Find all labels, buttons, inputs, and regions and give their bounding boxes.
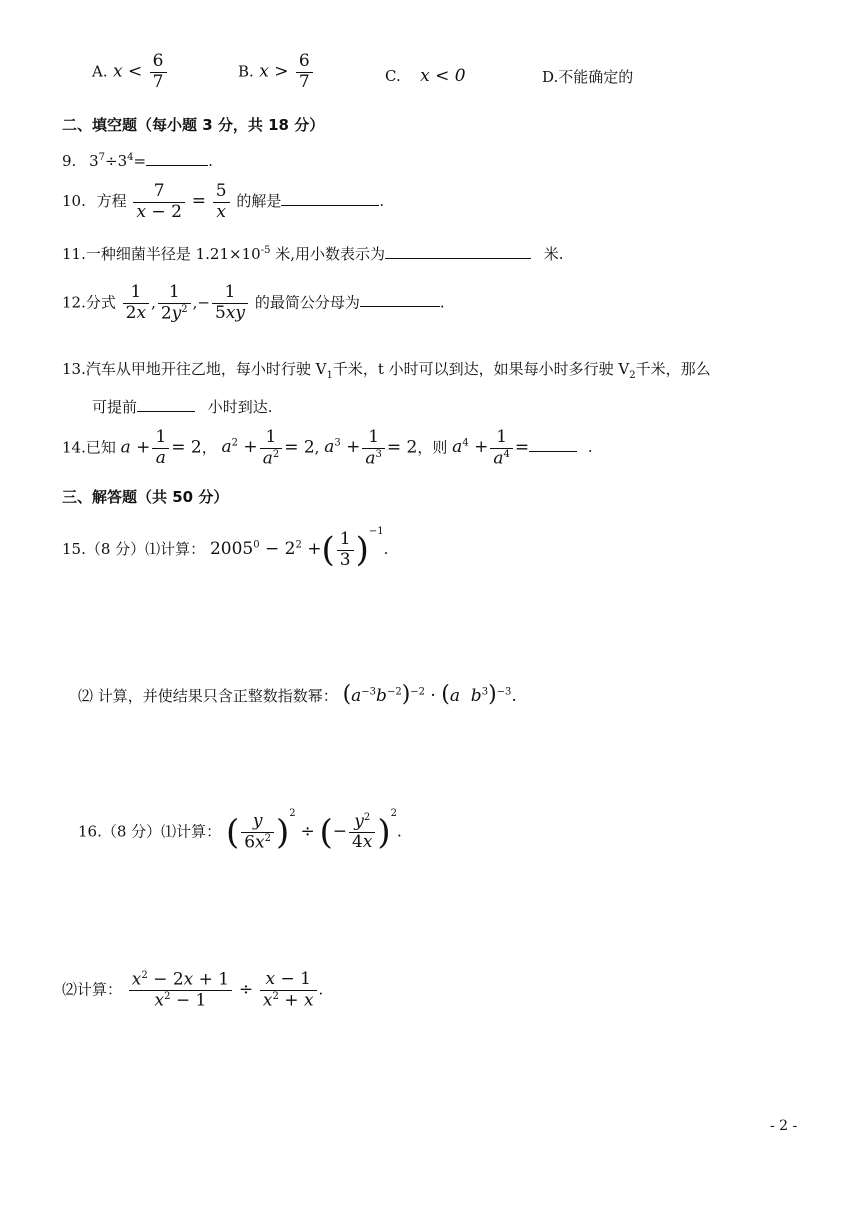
question-15-1: 15.（8 分）⑴计算： $2005^0 - 2^2$ +( $\frac{1}{3}$ )$^{-1}$. <box>62 526 389 571</box>
option-c-label: C. <box>385 67 401 85</box>
q12-suffix: . <box>439 293 445 312</box>
q16-sub2: ⑵计算： <box>62 980 123 999</box>
section3-title: 三、解答题（共 50 分） <box>62 488 229 506</box>
q14-then: ，则 <box>417 438 448 457</box>
q12-mid: 的最简公分母为 <box>254 293 360 312</box>
question-16-1: 16.（8 分）⑴计算： ( $\frac{y}{6x^2}$ )$^2$ ÷ (− $\frac{y^2}{4x}$ )$^2$. <box>78 808 402 853</box>
question-14: 14.已知 a + $\frac{1}{a}$ = 2， $a^2$ + $\frac{1}{a^2}$ = 2, $a^3$ + $\frac{1}{a^3}$ = 2，则 $a^4$ + $\frac{1}{a^4}$ = . <box>62 427 593 469</box>
q13-line1-c: 千米，那么 <box>635 360 711 378</box>
option-c <box>385 66 466 86</box>
q13-line2-b: 小时到达. <box>207 398 273 416</box>
q13-line1-b: 千米，t 小时可以到达，如果每小时多行驶 V <box>332 360 630 378</box>
question-16-2: ⑵计算： $\frac{x^2 - 2x + 1}{x^2 - 1}$ ÷ $\frac{x - 1}{x^2 + x}$ . <box>62 969 324 1011</box>
q11-suffix: 米. <box>543 245 564 263</box>
q11-mid: 米,用小数表示为 <box>275 245 385 263</box>
q15-head: 15.（8 分）⑴计算： <box>62 540 206 559</box>
q10-suffix: . <box>379 192 385 211</box>
q12-blank[interactable] <box>360 305 440 307</box>
q14-blank[interactable] <box>529 450 577 452</box>
question-10: 10. 方程 $\frac{7}{x - 2}$ = $\frac{5}{x}$ 的解是 . <box>62 181 385 222</box>
q11-exp: -5 <box>260 245 271 256</box>
option-d: D.不能确定的 <box>542 68 634 86</box>
q10-mid: 的解是 <box>236 192 282 211</box>
q9-num: 9. <box>62 152 77 170</box>
question-12: 12.分式 $\frac{1}{2x}$ , $\frac{1}{2y^2}$ ,− $\frac{1}{5xy}$ 的最简公分母为 . <box>62 282 445 324</box>
option-a: A. x < $\frac{6}{7}$ <box>92 52 169 92</box>
q10-num: 10. <box>62 192 86 211</box>
option-a-label: A. <box>92 62 108 81</box>
q10-blank[interactable] <box>281 204 379 206</box>
q10-prefix: 方程 <box>96 192 127 211</box>
q16-head: 16.（8 分）⑴计算： <box>78 822 222 841</box>
q12-prefix: 12.分式 <box>62 293 116 312</box>
option-c-expr: x < 0 <box>420 66 466 86</box>
option-b: B. x > $\frac{6}{7}$ <box>238 52 315 92</box>
question-11 <box>62 243 564 264</box>
q11-blank[interactable] <box>385 257 531 259</box>
q13-line2-a: 可提前 <box>92 398 138 416</box>
question-13-line2 <box>92 396 273 417</box>
question-9: 9. $3^7\div 3^4=$ . <box>62 152 213 170</box>
page-number: - 2 - <box>770 1118 798 1134</box>
q14-suffix: . <box>587 438 593 457</box>
q11-text: 11.一种细菌半径是 1.21×10 <box>62 245 261 263</box>
q9-blank[interactable] <box>146 164 208 166</box>
question-13-line1: 13.汽车从甲地开往乙地，每小时行驶 $V_1$千米，t 小时可以到达，如果每小时多行驶 $V_2$千米，那么 <box>62 360 711 381</box>
q13-blank[interactable] <box>137 410 195 412</box>
q14-prefix: 14.已知 <box>62 438 116 457</box>
q9-suffix: . <box>208 152 213 170</box>
option-b-label: B. <box>238 62 254 81</box>
section2-title: 二、填空题（每小题 3 分，共 18 分） <box>62 116 325 134</box>
q15-sub2: ⑵ 计算，并使结果只含正整数指数幂： <box>78 687 338 705</box>
q13-line1-a: 13.汽车从甲地开往乙地，每小时行驶 V <box>62 360 327 378</box>
question-15-2: ⑵ 计算，并使结果只含正整数指数幂： $(a^{-3}b^{-2})^{-2} \cdot (a$ $b^3)^{-3}$. <box>78 682 517 707</box>
